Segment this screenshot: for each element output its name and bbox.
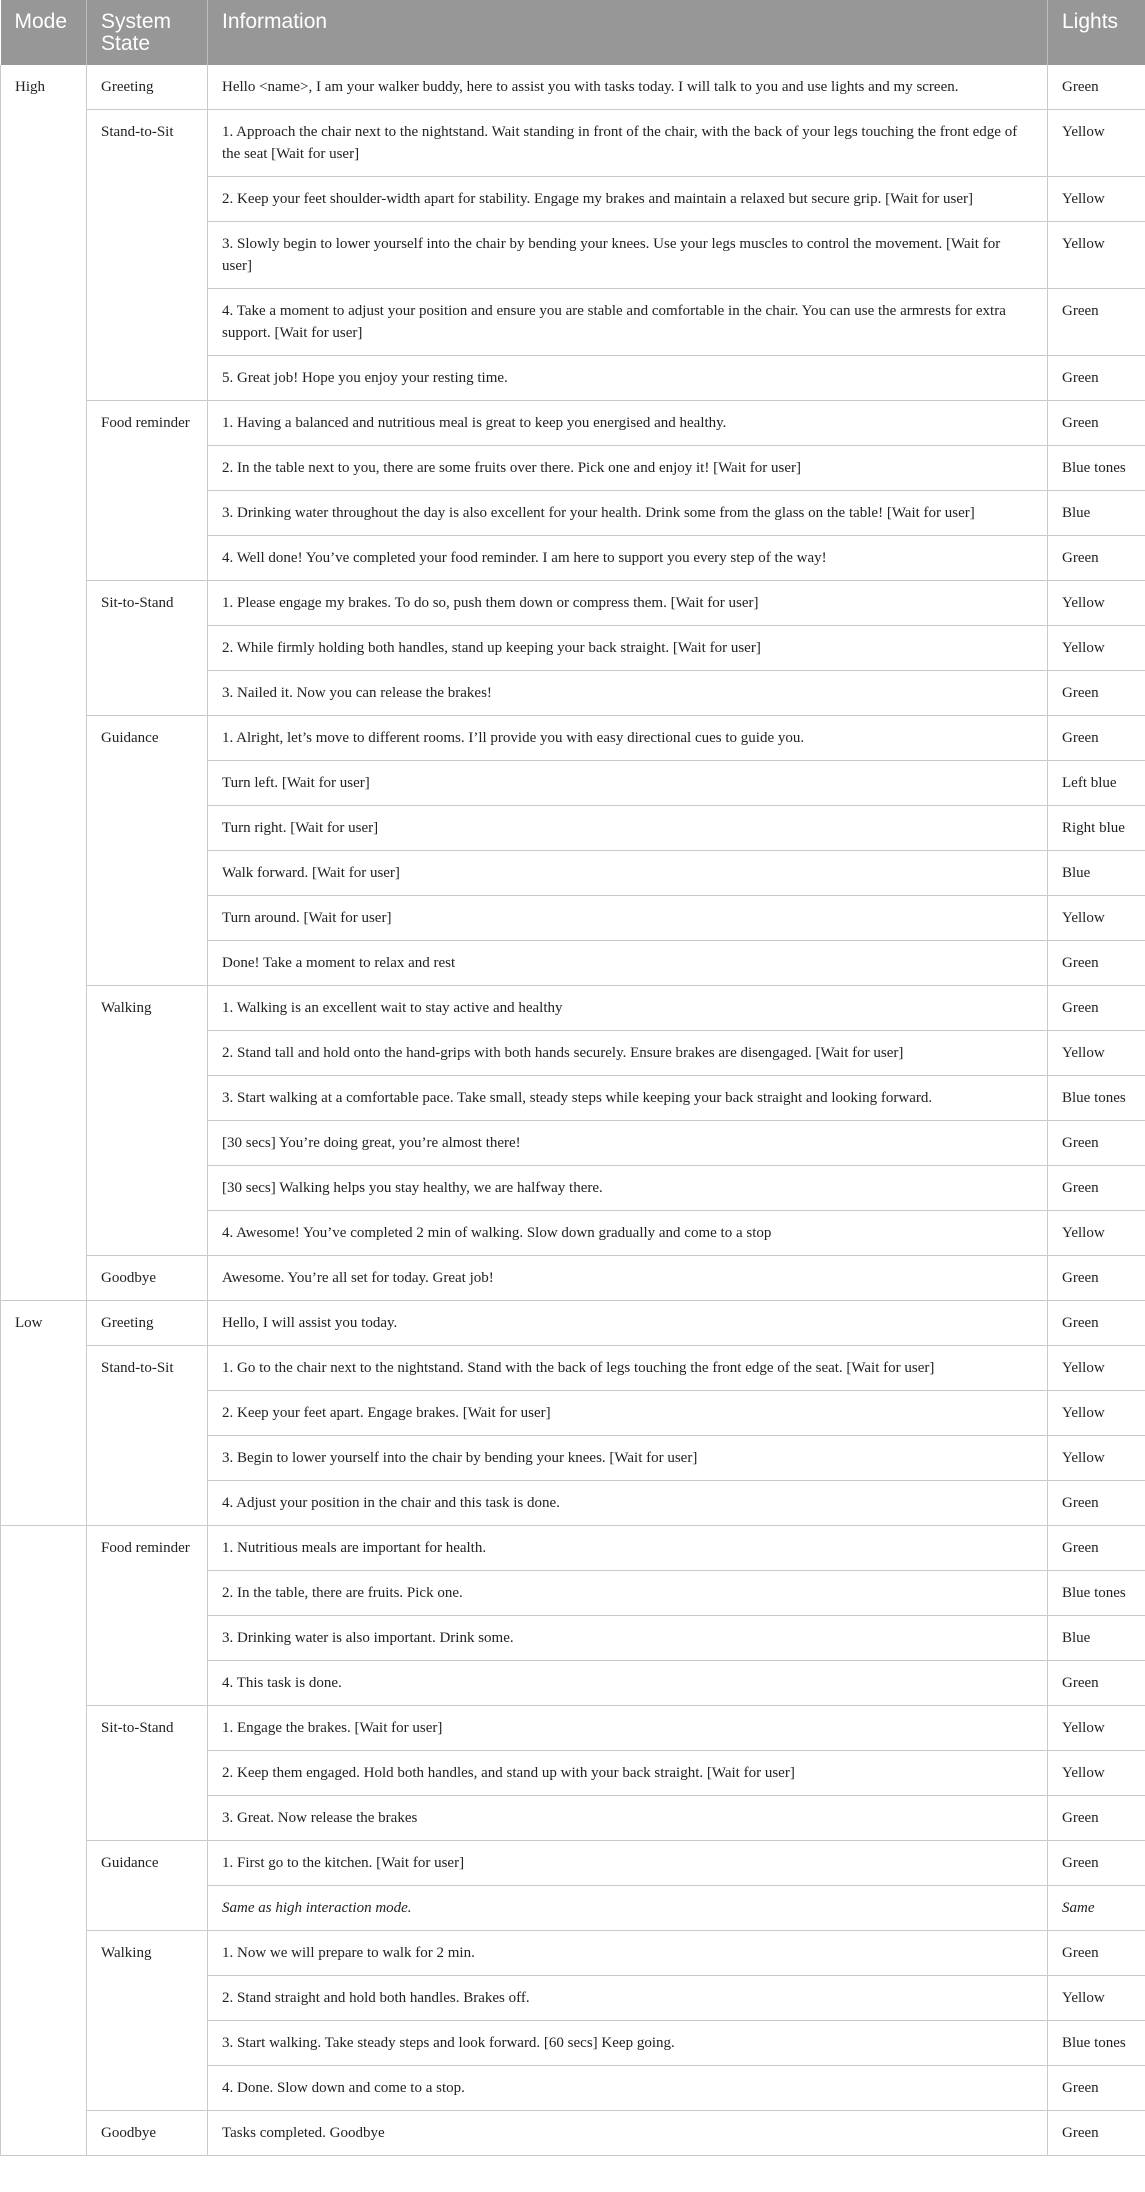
mode-cell	[1, 1526, 87, 2156]
lights-cell: Green	[1048, 1661, 1145, 1706]
lights-cell: Green	[1048, 2066, 1145, 2111]
lights-cell: Yellow	[1048, 581, 1145, 626]
lights-cell: Blue	[1048, 851, 1145, 896]
information-cell: 3. Drinking water throughout the day is also excellent for your health. Drink some from the glass on the table! [Wait for user]	[208, 491, 1048, 536]
information-cell: 1. Walking is an excellent wait to stay active and healthy	[208, 986, 1048, 1031]
lights-cell: Right blue	[1048, 806, 1145, 851]
information-cell: 1. Alright, let’s move to different rooms. I’ll provide you with easy directional cues to guide you.	[208, 716, 1048, 761]
table-row	[1, 1841, 1145, 1886]
lights-cell: Yellow	[1048, 1211, 1145, 1256]
lights-cell: Green	[1048, 986, 1145, 1031]
information-cell: 2. While firmly holding both handles, stand up keeping your back straight. [Wait for user]	[208, 626, 1048, 671]
information-cell: 4. Awesome! You’ve completed 2 min of walking. Slow down gradually and come to a stop	[208, 1211, 1048, 1256]
lights-cell: Green	[1048, 1481, 1145, 1526]
information-cell: Done! Take a moment to relax and rest	[208, 941, 1048, 986]
lights-cell: Green	[1048, 941, 1145, 986]
information-cell: Hello <name>, I am your walker buddy, here to assist you with tasks today. I will talk to you and use lights and my screen.	[208, 65, 1048, 110]
information-cell: 1. First go to the kitchen. [Wait for user]	[208, 1841, 1048, 1886]
table-row	[1, 2111, 1145, 2156]
information-cell: [30 secs] You’re doing great, you’re almost there!	[208, 1121, 1048, 1166]
lights-cell: Blue	[1048, 491, 1145, 536]
lights-cell: Green	[1048, 1166, 1145, 1211]
information-cell: 3. Drinking water is also important. Drink some.	[208, 1616, 1048, 1661]
information-cell: Walk forward. [Wait for user]	[208, 851, 1048, 896]
information-cell: 4. Take a moment to adjust your position and ensure you are stable and comfortable in the chair. You can use the armrests for extra support. [Wait for user]	[208, 289, 1048, 356]
information-cell: 1. Now we will prepare to walk for 2 min.	[208, 1931, 1048, 1976]
information-cell: 3. Great. Now release the brakes	[208, 1796, 1048, 1841]
information-cell: 3. Slowly begin to lower yourself into the chair by bending your knees. Use your legs muscles to control the movement. [Wait for user]	[208, 222, 1048, 289]
table-row	[1, 1346, 1145, 1391]
information-cell: 2. Keep them engaged. Hold both handles, and stand up with your back straight. [Wait for user]	[208, 1751, 1048, 1796]
information-cell: Hello, I will assist you today.	[208, 1301, 1048, 1346]
information-cell: Same as high interaction mode.	[208, 1886, 1048, 1931]
lights-cell: Yellow	[1048, 177, 1145, 222]
information-cell: 5. Great job! Hope you enjoy your resting time.	[208, 356, 1048, 401]
table-row	[1, 1301, 1145, 1346]
lights-cell: Yellow	[1048, 1031, 1145, 1076]
mode-cell: Low	[1, 1301, 87, 1526]
information-cell: Turn around. [Wait for user]	[208, 896, 1048, 941]
table-header	[1, 0, 1145, 65]
lights-cell: Yellow	[1048, 626, 1145, 671]
lights-cell: Green	[1048, 65, 1145, 110]
system-state-cell: Greeting	[87, 1301, 208, 1346]
lights-cell: Blue tones	[1048, 446, 1145, 491]
table-row	[1, 1526, 1145, 1571]
lights-cell: Yellow	[1048, 1436, 1145, 1481]
information-cell: 2. Keep your feet shoulder-width apart for stability. Engage my brakes and maintain a relaxed but secure grip. [Wait for user]	[208, 177, 1048, 222]
lights-cell: Blue tones	[1048, 2021, 1145, 2066]
table-row	[1, 581, 1145, 626]
lights-cell: Green	[1048, 356, 1145, 401]
table-body	[1, 65, 1145, 2156]
table-row	[1, 986, 1145, 1031]
information-cell: Turn left. [Wait for user]	[208, 761, 1048, 806]
mode-cell: High	[1, 65, 87, 1301]
information-cell: 2. In the table next to you, there are some fruits over there. Pick one and enjoy it! [Wait for user]	[208, 446, 1048, 491]
lights-cell: Green	[1048, 2111, 1145, 2156]
table-row	[1, 401, 1145, 446]
lights-cell: Green	[1048, 1256, 1145, 1301]
information-cell: 2. Stand straight and hold both handles. Brakes off.	[208, 1976, 1048, 2021]
information-cell: 3. Nailed it. Now you can release the brakes!	[208, 671, 1048, 716]
system-state-cell: Guidance	[87, 1841, 208, 1931]
lights-cell: Blue tones	[1048, 1076, 1145, 1121]
lights-cell: Green	[1048, 289, 1145, 356]
lights-cell: Green	[1048, 1301, 1145, 1346]
lights-cell: Green	[1048, 1931, 1145, 1976]
system-state-cell: Guidance	[87, 716, 208, 986]
information-cell: 1. Engage the brakes. [Wait for user]	[208, 1706, 1048, 1751]
lights-cell: Green	[1048, 1121, 1145, 1166]
system-state-cell: Food reminder	[87, 1526, 208, 1706]
lights-cell: Left blue	[1048, 761, 1145, 806]
lights-cell: Yellow	[1048, 1976, 1145, 2021]
table-row	[1, 110, 1145, 177]
system-state-cell: Goodbye	[87, 2111, 208, 2156]
information-cell: 1. Go to the chair next to the nightstand. Stand with the back of legs touching the front edge of the seat. [Wait for user]	[208, 1346, 1048, 1391]
table-row	[1, 716, 1145, 761]
system-state-cell: Goodbye	[87, 1256, 208, 1301]
header-mode: Mode	[1, 0, 87, 65]
information-cell: 3. Start walking. Take steady steps and look forward. [60 secs] Keep going.	[208, 2021, 1048, 2066]
system-state-cell: Stand-to-Sit	[87, 110, 208, 401]
information-cell: 4. Well done! You’ve completed your food reminder. I am here to support you every step of the way!	[208, 536, 1048, 581]
system-state-cell: Walking	[87, 986, 208, 1256]
information-cell: 4. Adjust your position in the chair and this task is done.	[208, 1481, 1048, 1526]
lights-cell: Yellow	[1048, 1346, 1145, 1391]
information-cell: 1. Having a balanced and nutritious meal is great to keep you energised and healthy.	[208, 401, 1048, 446]
lights-cell: Green	[1048, 536, 1145, 581]
information-cell: 1. Approach the chair next to the nightstand. Wait standing in front of the chair, with the back of your legs touching the front edge of the seat [Wait for user]	[208, 110, 1048, 177]
information-cell: 3. Start walking at a comfortable pace. Take small, steady steps while keeping your back straight and looking forward.	[208, 1076, 1048, 1121]
table-row	[1, 1256, 1145, 1301]
information-cell: 4. Done. Slow down and come to a stop.	[208, 2066, 1048, 2111]
system-state-cell: Stand-to-Sit	[87, 1346, 208, 1526]
information-cell: 2. Stand tall and hold onto the hand-grips with both hands securely. Ensure brakes are disengaged. [Wait for user]	[208, 1031, 1048, 1076]
system-state-cell: Sit-to-Stand	[87, 581, 208, 716]
lights-cell: Same	[1048, 1886, 1145, 1931]
system-state-cell: Greeting	[87, 65, 208, 110]
lights-cell: Yellow	[1048, 896, 1145, 941]
lights-cell: Green	[1048, 1841, 1145, 1886]
system-state-cell: Sit-to-Stand	[87, 1706, 208, 1841]
lights-cell: Green	[1048, 1526, 1145, 1571]
header-system-state: System State	[87, 0, 208, 65]
lights-cell: Yellow	[1048, 110, 1145, 177]
lights-cell: Green	[1048, 1796, 1145, 1841]
table-row	[1, 1931, 1145, 1976]
information-cell: Awesome. You’re all set for today. Great job!	[208, 1256, 1048, 1301]
table-row	[1, 65, 1145, 110]
lights-cell: Yellow	[1048, 1751, 1145, 1796]
information-cell: 1. Nutritious meals are important for health.	[208, 1526, 1048, 1571]
table-row	[1, 1706, 1145, 1751]
lights-cell: Blue	[1048, 1616, 1145, 1661]
lights-cell: Blue tones	[1048, 1571, 1145, 1616]
lights-cell: Yellow	[1048, 1391, 1145, 1436]
information-cell: 2. In the table, there are fruits. Pick one.	[208, 1571, 1048, 1616]
system-state-cell: Food reminder	[87, 401, 208, 581]
information-cell: 3. Begin to lower yourself into the chair by bending your knees. [Wait for user]	[208, 1436, 1048, 1481]
lights-cell: Yellow	[1048, 222, 1145, 289]
lights-cell: Yellow	[1048, 1706, 1145, 1751]
information-cell: Tasks completed. Goodbye	[208, 2111, 1048, 2156]
information-cell: 1. Please engage my brakes. To do so, push them down or compress them. [Wait for user]	[208, 581, 1048, 626]
information-cell: [30 secs] Walking helps you stay healthy, we are halfway there.	[208, 1166, 1048, 1211]
header-row	[1, 0, 1145, 65]
information-cell: 2. Keep your feet apart. Engage brakes. [Wait for user]	[208, 1391, 1048, 1436]
lights-cell: Green	[1048, 401, 1145, 446]
header-lights: Lights	[1048, 0, 1145, 65]
information-cell: 4. This task is done.	[208, 1661, 1048, 1706]
system-state-cell: Walking	[87, 1931, 208, 2111]
information-cell: Turn right. [Wait for user]	[208, 806, 1048, 851]
header-information: Information	[208, 0, 1048, 65]
lights-cell: Green	[1048, 716, 1145, 761]
lights-cell: Green	[1048, 671, 1145, 716]
